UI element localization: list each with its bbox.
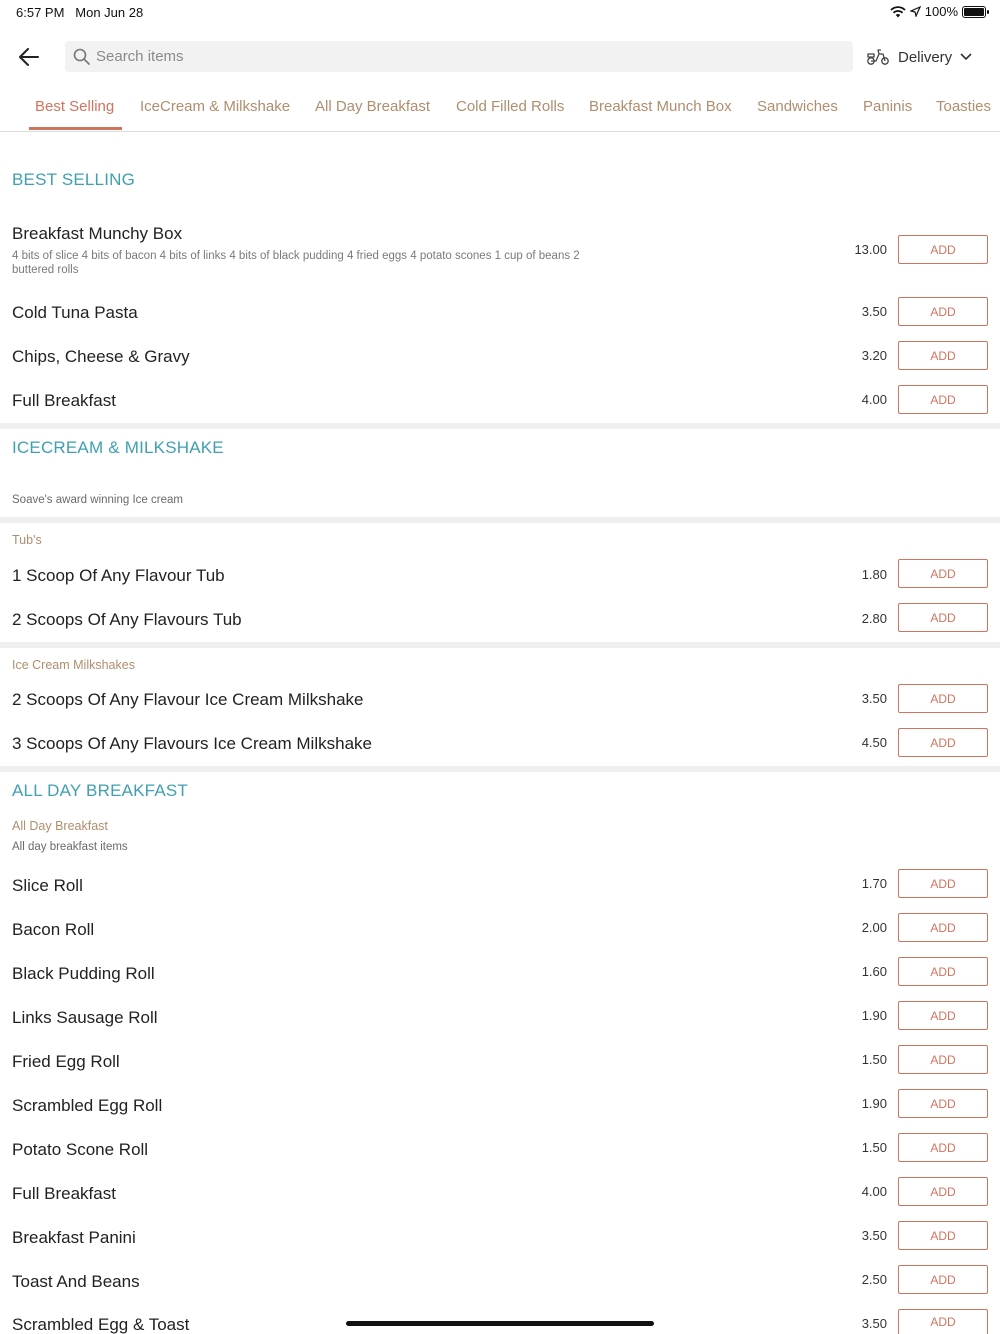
tab-paninis[interactable]: Paninis xyxy=(863,98,913,115)
chevron-down-icon xyxy=(960,53,972,61)
item-price: 3.20 xyxy=(861,348,887,363)
item-price: 13.00 xyxy=(854,242,887,257)
item-description: 4 bits of slice 4 bits of bacon 4 bits of links 4 bits of black pudding 4 fried eggs 4 potato scones 1 cup of beans 2 buttered rolls xyxy=(12,250,580,276)
item-name: Chips, Cheese & Gravy xyxy=(12,347,190,366)
item-price: 2.00 xyxy=(861,920,887,935)
item-name: 2 Scoops Of Any Flavour Ice Cream Milkshake xyxy=(12,690,364,709)
item-price: 1.70 xyxy=(861,876,887,891)
item-price: 3.50 xyxy=(861,1316,887,1331)
section-title-all-day-breakfast: ALL DAY BREAKFAST xyxy=(12,781,188,800)
item-name: Scrambled Egg & Toast xyxy=(12,1315,190,1334)
item-price: 3.50 xyxy=(861,1228,887,1243)
add-button[interactable]: ADD xyxy=(898,297,988,326)
item-name: 3 Scoops Of Any Flavours Ice Cream Milkshake xyxy=(12,734,372,753)
item-price: 1.90 xyxy=(861,1008,887,1023)
item-name: Cold Tuna Pasta xyxy=(12,303,138,322)
item-name: 2 Scoops Of Any Flavours Tub xyxy=(12,610,242,629)
section-note: All day breakfast items xyxy=(12,841,128,853)
status-time: 6:57 PM Mon Jun 28 xyxy=(16,5,144,20)
item-price: 1.50 xyxy=(861,1052,887,1067)
add-button[interactable]: ADD xyxy=(898,913,988,942)
item-name: 1 Scoop Of Any Flavour Tub xyxy=(12,566,225,585)
item-name: Black Pudding Roll xyxy=(12,964,155,983)
add-button[interactable]: ADD xyxy=(898,869,988,898)
home-indicator[interactable] xyxy=(346,1321,654,1326)
add-button[interactable]: ADD xyxy=(898,1265,988,1294)
add-button[interactable]: ADD xyxy=(898,1089,988,1118)
add-button[interactable]: ADD xyxy=(898,1221,988,1250)
tab-best-selling[interactable]: Best Selling xyxy=(35,98,115,115)
section-divider xyxy=(0,423,1000,429)
add-button[interactable]: ADD xyxy=(898,341,988,370)
add-button[interactable]: ADD xyxy=(898,1133,988,1162)
active-tab-indicator xyxy=(29,127,122,130)
add-button[interactable]: ADD xyxy=(898,235,988,264)
add-button[interactable]: ADD xyxy=(898,684,988,713)
location-icon xyxy=(910,6,921,17)
subcategory-title: All Day Breakfast xyxy=(12,819,108,833)
add-button[interactable]: ADD xyxy=(898,957,988,986)
item-name: Breakfast Panini xyxy=(12,1228,136,1247)
add-button[interactable]: ADD xyxy=(898,1177,988,1206)
section-title-icecream: ICECREAM & MILKSHAKE xyxy=(12,438,224,457)
item-price: 3.50 xyxy=(861,691,887,706)
section-divider xyxy=(0,766,1000,772)
item-name: Fried Egg Roll xyxy=(12,1052,120,1071)
battery-percent: 100% xyxy=(924,4,958,19)
status-bar xyxy=(0,0,1000,26)
item-price: 1.80 xyxy=(861,567,887,582)
back-button[interactable] xyxy=(14,42,44,72)
delivery-selector[interactable] xyxy=(866,42,972,72)
item-price: 3.50 xyxy=(861,304,887,319)
header xyxy=(0,34,1000,80)
add-button[interactable]: ADD xyxy=(898,1309,988,1334)
section-note: Soave's award winning Ice cream xyxy=(12,494,183,506)
item-name: Bacon Roll xyxy=(12,920,95,939)
tab-icecream-milkshake[interactable]: IceCream & Milkshake xyxy=(140,98,291,115)
tab-cold-filled-rolls[interactable]: Cold Filled Rolls xyxy=(456,98,565,115)
item-name: Full Breakfast xyxy=(12,391,116,410)
search-icon xyxy=(73,48,90,65)
add-button[interactable]: ADD xyxy=(898,559,988,588)
item-price: 1.50 xyxy=(861,1140,887,1155)
battery-icon xyxy=(962,6,986,18)
item-name: Full Breakfast xyxy=(12,1184,116,1203)
arrow-left-icon xyxy=(19,48,39,66)
section-title-best-selling: BEST SELLING xyxy=(12,170,136,189)
item-price: 2.50 xyxy=(861,1272,887,1287)
add-button[interactable]: ADD xyxy=(898,728,988,757)
section-divider xyxy=(0,642,1000,648)
item-price: 1.60 xyxy=(861,964,887,979)
item-name: Breakfast Munchy Box xyxy=(12,224,183,243)
tab-all-day-breakfast[interactable]: All Day Breakfast xyxy=(315,98,431,115)
item-name: Toast And Beans xyxy=(12,1272,140,1291)
tab-breakfast-munch-box[interactable]: Breakfast Munch Box xyxy=(589,98,732,115)
item-name: Scrambled Egg Roll xyxy=(12,1096,163,1115)
item-name: Potato Scone Roll xyxy=(12,1140,149,1159)
add-button[interactable]: ADD xyxy=(898,1045,988,1074)
subcategory-title: Ice Cream Milkshakes xyxy=(12,658,135,672)
add-button[interactable]: ADD xyxy=(898,1001,988,1030)
delivery-label: Delivery xyxy=(898,48,953,66)
search-input[interactable] xyxy=(96,48,796,65)
item-price: 4.00 xyxy=(861,1184,887,1199)
category-tabs xyxy=(0,92,1000,132)
add-button[interactable]: ADD xyxy=(898,385,988,414)
status-icons xyxy=(890,4,986,19)
tab-sandwiches[interactable]: Sandwiches xyxy=(757,98,838,115)
tab-toasties[interactable]: Toasties xyxy=(936,98,992,115)
section-divider xyxy=(0,517,1000,523)
search-bar[interactable] xyxy=(65,41,853,72)
scooter-icon xyxy=(866,48,890,66)
item-price: 4.50 xyxy=(861,735,887,750)
subcategory-title: Tub's xyxy=(12,533,42,547)
item-price: 1.90 xyxy=(861,1096,887,1111)
item-price: 4.00 xyxy=(861,392,887,407)
wifi-icon xyxy=(890,6,906,18)
item-name: Slice Roll xyxy=(12,876,83,895)
add-button[interactable]: ADD xyxy=(898,603,988,632)
item-price: 2.80 xyxy=(861,611,887,626)
item-name: Links Sausage Roll xyxy=(12,1008,158,1027)
